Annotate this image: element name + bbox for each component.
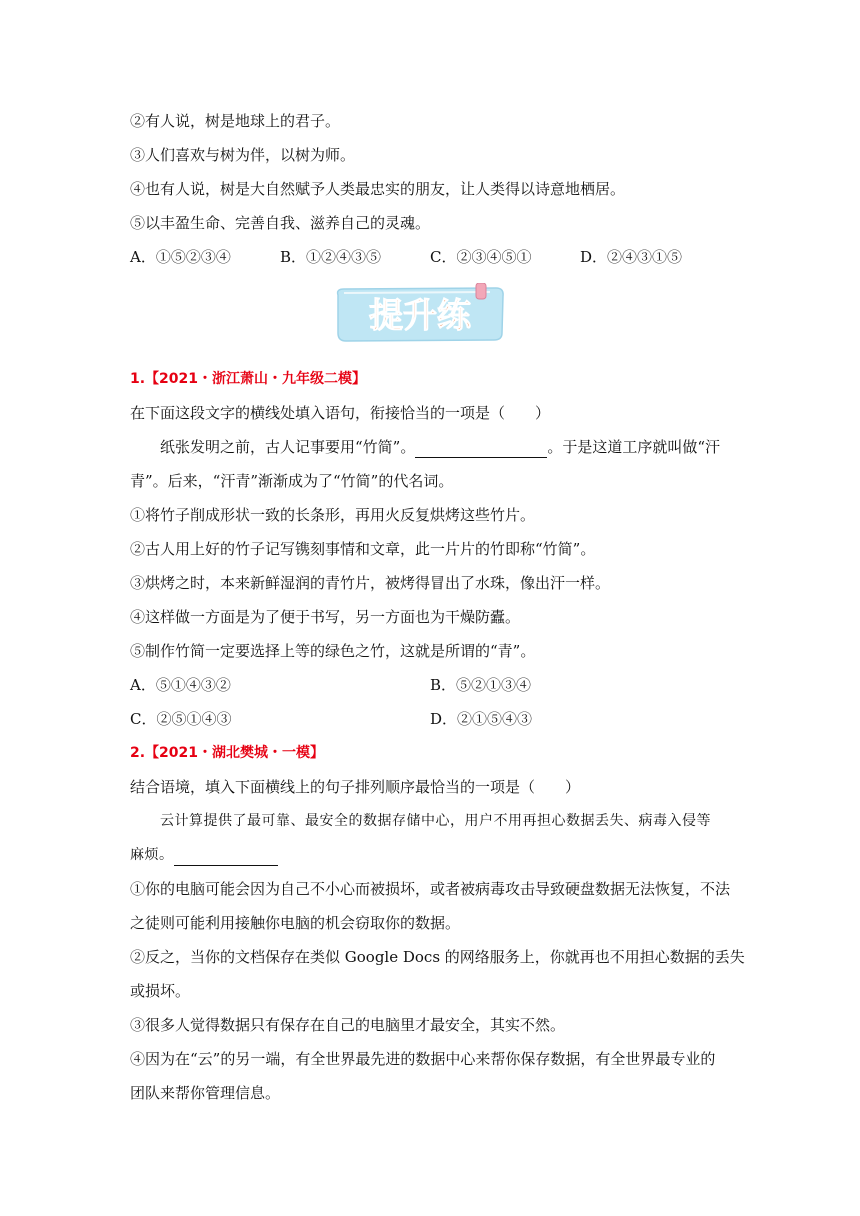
q1-item-1: ①将竹子削成形状一致的长条形，再用火反复烘烤这些竹片。 [130, 506, 536, 524]
q1-item-5: ⑤制作竹简一定要选择上等的绿色之竹，这就是所谓的“青”。 [130, 642, 536, 660]
q1-option-d: D．②①⑤④③ [430, 710, 533, 728]
prev-option-b: B．①②④③⑤ [280, 248, 382, 266]
q1-option-b: B．⑤②①③④ [430, 676, 532, 694]
clip-icon [476, 283, 486, 299]
q1-header: 1.【2021・浙江萧山・九年级二模】 [130, 371, 367, 387]
prev-item-5: ⑤以丰盈生命、完善自我、滋养自己的灵魂。 [130, 214, 431, 232]
q2-item-3: ③很多人觉得数据只有保存在自己的电脑里才最安全，其实不然。 [130, 1016, 566, 1034]
q1-prompt: 在下面这段文字的横线处填入语句，衔接恰当的一项是（ ） [130, 404, 551, 422]
q2-item-1-line2: 之徒则可能利用接触你电脑的机会窃取你的数据。 [130, 914, 461, 932]
q1-passage-b: 。于是这道工序就叫做“汗 [547, 438, 721, 456]
q1-item-4: ④这样做一方面是为了便于书写，另一方面也为干燥防蠹。 [130, 608, 521, 626]
q2-passage-line1: 云计算提供了最可靠、最安全的数据存储中心，用户不用再担心数据丢失、病毒入侵等 [160, 813, 711, 829]
section-banner [330, 283, 510, 345]
q2-passage-b: 麻烦。 [130, 847, 174, 863]
q2-item-2-line1: ②反之，当你的文档保存在类似 Google Docs 的网络服务上，你就再也不用担心数据的丢失 [130, 948, 745, 966]
q2-answer-blank [174, 847, 278, 866]
prev-option-c: C．②③④⑤① [430, 248, 532, 266]
q2-item-2-line2: 或损坏。 [130, 982, 191, 1000]
q1-answer-blank [415, 439, 547, 458]
q1-option-c: C．②⑤①④③ [130, 710, 232, 728]
banner-graphic [330, 283, 510, 345]
q1-passage-line1 [160, 436, 720, 458]
prev-item-3: ③人们喜欢与树为伴，以树为师。 [130, 146, 356, 164]
q2-item-1-line1: ①你的电脑可能会因为自己不小心而被损坏，或者被病毒攻击导致硬盘数据无法恢复，不法 [130, 880, 731, 898]
q2-item-4-line2: 团队来帮你管理信息。 [130, 1084, 281, 1102]
q1-passage-line2: 青”。后来，“汗青”渐渐成为了“竹简”的代名词。 [130, 472, 454, 490]
q2-header: 2.【2021・湖北樊城・一模】 [130, 745, 325, 761]
q1-passage-a: 纸张发明之前，古人记事要用“竹简”。 [160, 438, 416, 456]
q2-prompt: 结合语境，填入下面横线上的句子排列顺序最恰当的一项是（ ） [130, 778, 581, 796]
prev-option-a: A．①⑤②③④ [130, 248, 231, 266]
banner-title: 提升练 [369, 296, 471, 336]
prev-item-4: ④也有人说，树是大自然赋予人类最忠实的朋友，让人类得以诗意地栖居。 [130, 180, 626, 198]
prev-item-2: ②有人说，树是地球上的君子。 [130, 112, 341, 130]
q1-item-2: ②古人用上好的竹子记写镌刻事情和文章，此一片片的竹即称“竹简”。 [130, 540, 596, 558]
q1-item-3: ③烘烤之时，本来新鲜湿润的青竹片，被烤得冒出了水珠，像出汗一样。 [130, 574, 611, 592]
q1-option-a: A．⑤①④③② [130, 676, 231, 694]
q2-passage-line2 [130, 844, 278, 866]
q2-item-4-line1: ④因为在“云”的另一端，有全世界最先进的数据中心来帮你保存数据，有全世界最专业的 [130, 1050, 716, 1068]
prev-option-d: D．②④③①⑤ [580, 248, 683, 266]
